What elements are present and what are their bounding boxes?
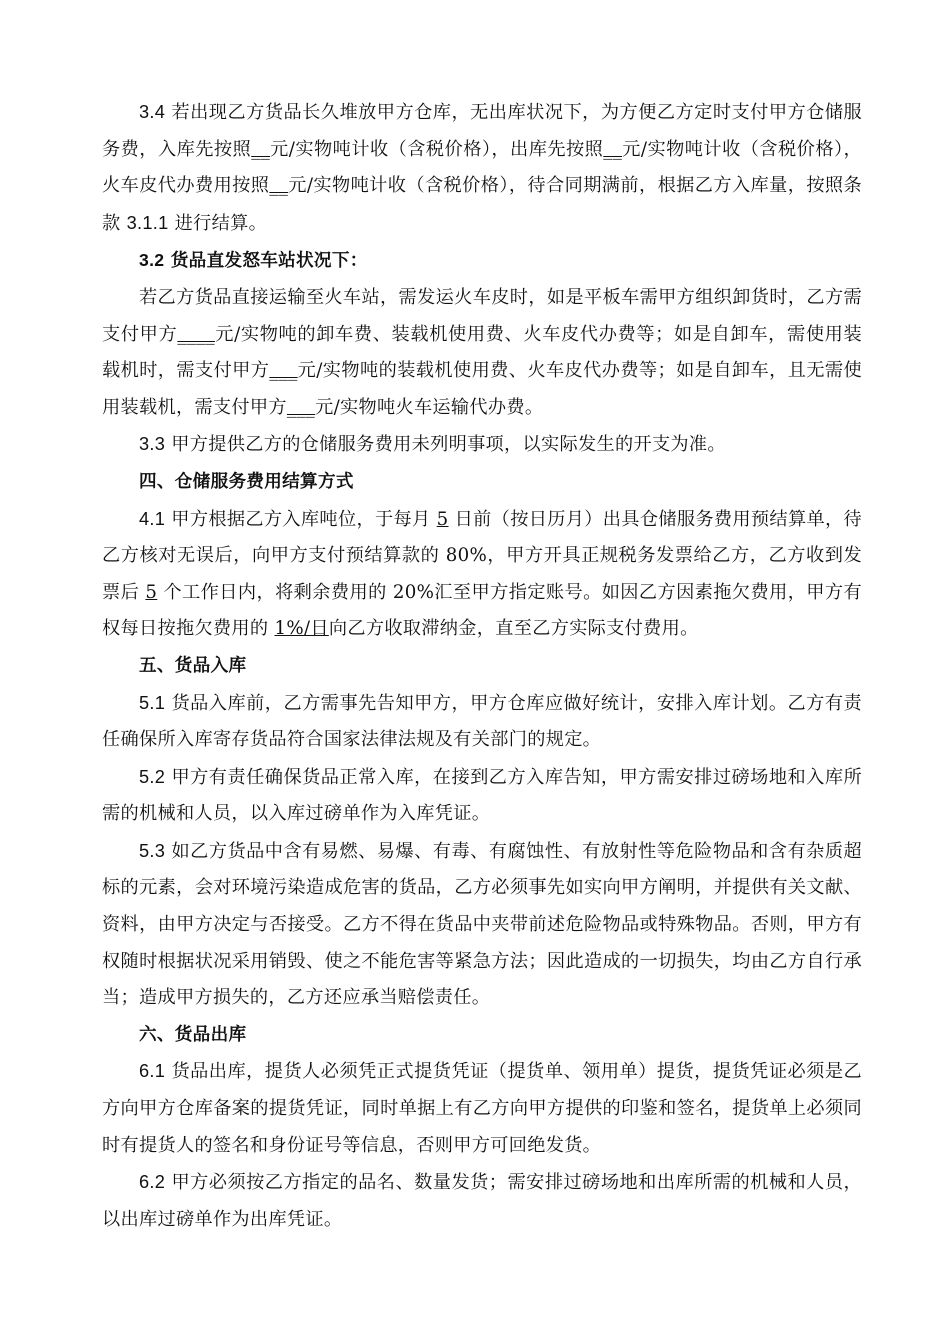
text-run: 6.2 [139,1172,166,1193]
text-run: 进行结算。 [168,212,268,234]
text-run: 甲方根据乙方入库吨位，于每月 [165,508,437,530]
blank-field: __ [603,138,623,160]
section-heading-h6 [102,1017,862,1054]
text-run: 若乙方货品直接运输至火车站，需发运火车皮时，如是平板车需甲方组织卸货时，乙方需支付甲方 [102,286,862,345]
section-heading-h4 [102,464,862,501]
text-run: 货品入库前，乙方需事先告知甲方，甲方仓库应做好统计，安排入库计划。乙方有责任确保所入库寄存货品符合国家法律法规及有关部门的规定。 [102,692,862,751]
text-run: 5.1 [139,692,166,713]
blank-field: 5 [145,581,158,603]
paragraph-p32 [102,280,862,426]
section-heading-h5 [102,648,862,685]
text-run: 3.1.1 [126,212,169,233]
text-run: 4.1 [139,508,166,529]
text-run: 3.4 [139,102,166,122]
paragraph-p34 [102,94,862,242]
text-run: 日前（按日历月）出具仓储服务费用预结算单，待乙方核对无误后，向甲方支付预结算款的 80%，甲方开具正规税务发票给乙方，乙方收到发票后 [102,508,862,603]
text-run: 若出现乙方货品长久堆放甲方仓库，无出库状况下，为方便乙方定时支付甲方仓储服务费，入库先按照 [102,102,862,160]
blank-field: __ [251,138,270,160]
text-run: 6.1 [139,1061,166,1082]
paragraph-p53 [102,833,862,1017]
text-run: 元/实物吨的卸车费、装载机使用费、火车皮代办费等；如是自卸车，需使用装载机时，需支付甲方 [102,323,862,382]
paragraph-p62 [102,1164,862,1238]
text-run: 元/实物吨的装载机使用费、火车皮代办费等；如是自卸车，且无需使用装载机，需支付甲方 [102,360,862,418]
blank-field: __ [269,175,289,197]
text-run: 向乙方收取滞纳金，直至乙方实际支付费用。 [328,618,699,640]
text-run: 3.2 [139,250,165,271]
text-run: 元/实物吨计收（含税价格），出库先按照 [269,138,604,160]
text-run: 甲方必须按乙方指定的品名、数量发货；需安排过磅场地和出库所需的机械和人员，以出库过磅单作为出库凭证。 [102,1172,862,1230]
text-run: 元/实物吨计收（含税价格），火车皮代办费用按照 [102,138,862,197]
text-run: 四、仓储服务费用结算方式 [139,471,354,492]
text-run: 五、货品入库 [139,655,247,676]
text-run: 5.2 [139,766,166,787]
text-run: 六、货品出库 [139,1024,247,1045]
paragraph-p33 [102,426,862,464]
blank-field: ___ [269,360,298,382]
paragraph-p52 [102,759,862,833]
text-run: 甲方有责任确保货品正常入库，在接到乙方入库告知，甲方需安排过磅场地和入库所需的机械和人员，以入库过磅单作为入库凭证。 [102,766,862,825]
paragraph-p61 [102,1053,862,1164]
text-run: 元/实物吨火车运输代办费。 [315,396,544,418]
blank-field: 5 [436,508,449,530]
paragraph-p41 [102,501,862,648]
blank-field: ____ [177,323,215,345]
text-run: 货品直发怒车站状况下： [164,251,368,272]
text-run: 货品出库，提货人必须凭正式提货凭证（提货单、领用单）提货，提货凭证必须是乙方向甲方仓库备案的提货凭证，同时单据上有乙方向甲方提供的印鉴和签名，提货单上必须同时有提货人的签名和身份证号等信息，否则甲方可回绝发货。 [102,1061,862,1156]
text-run: 5.3 [139,840,166,861]
section-heading-h32 [102,242,862,280]
text-run: 3.3 [139,434,166,455]
text-run: 元/实物吨计收（含税价格），待合同期满前，根据乙方入库量，按照条款 [102,175,862,234]
blank-field: ___ [286,396,316,418]
text-run: 个工作日内，将剩余费用的 20%汇至甲方指定账号。如因乙方因素拖欠费用，甲方有权每日按拖欠费用的 [102,581,862,640]
text-run: 如乙方货品中含有易燃、易爆、有毒、有腐蚀性、有放射性等危险物品和含有杂质超标的元素，会对环境污染造成危害的货品，乙方必须事先如实向甲方阐明，并提供有关文献、资料，由甲方决定与否接受。乙方不得在货品中夹带前述危险物品或特殊物品。否则，甲方有权随时根据状况采用销毁、使之不能危害等紧急方法；因此造成的一切损失，均由乙方自行承当；造成甲方损失的，乙方还应承当赔偿责任。 [102,840,862,1009]
text-run: 甲方提供乙方的仓储服务费用未列明事项，以实际发生的开支为准。 [165,434,726,456]
paragraph-p51 [102,685,862,759]
blank-field: 1%/日 [274,618,329,640]
